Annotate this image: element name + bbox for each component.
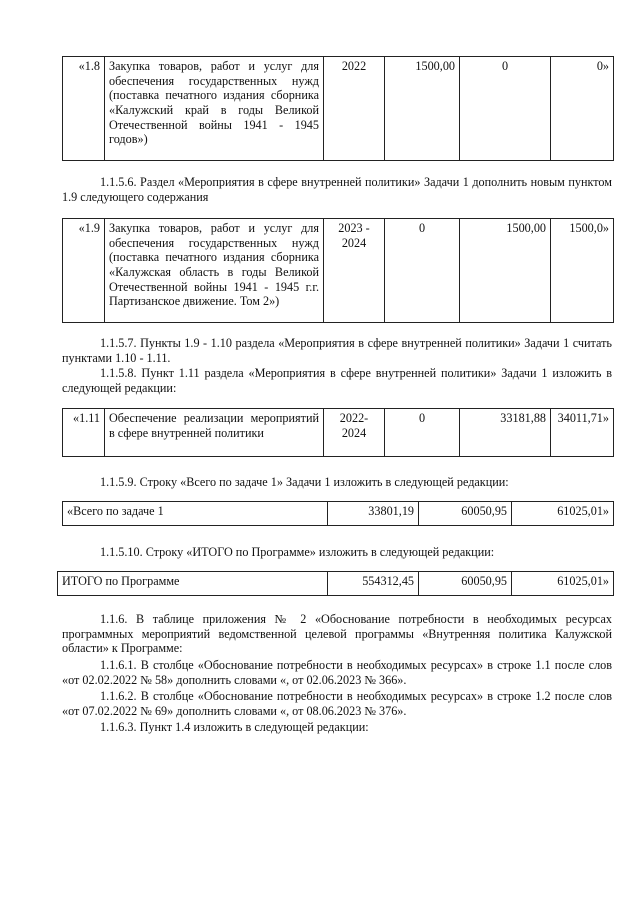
paragraph-1-1-6: 1.1.6. В таблице приложения № 2 «Обоснование потребности в необходимых ресурсах программных мероприятий ведомственной целевой программы «Внутренняя политика Калужской области» к Программе: <box>62 612 612 656</box>
row-value-3: 0» <box>551 57 614 161</box>
row-number: «1.8 <box>63 57 105 161</box>
paragraph-1-1-5-6: 1.1.5.6. Раздел «Мероприятия в сфере внутренней политики» Задачи 1 дополнить новым пунктом 1.9 следующего содержания <box>62 175 612 204</box>
total-program-value-3: 61025,01» <box>512 572 614 596</box>
paragraph-1-1-5-9: 1.1.5.9. Строку «Всего по задаче 1» Задачи 1 изложить в следующей редакции: <box>100 475 509 489</box>
paragraph-1-1-6-1: 1.1.6.1. В столбце «Обоснование потребности в необходимых ресурсах» в строке 1.1 после слов «от 02.02.2022 № 58» дополнить словами «, от 02.06.2023 № 366». <box>62 658 612 687</box>
paragraph-1-1-6-2: 1.1.6.2. В столбце «Обоснование потребности в необходимых ресурсах» в строке 1.2 после слов «от 07.02.2022 № 69» дополнить словами «, от 08.06.2023 № 376». <box>62 689 612 718</box>
total-program-label: ИТОГО по Программе <box>58 572 328 596</box>
row-year: 2022- 2024 <box>324 409 385 457</box>
paragraph-1-1-5-7: 1.1.5.7. Пункты 1.9 - 1.10 раздела «Мероприятия в сфере внутренней политики» Задачи 1 считать пунктами 1.10 - 1.11. <box>62 336 612 365</box>
row-value-1: 1500,00 <box>385 57 460 161</box>
paragraph-1-1-6-3: 1.1.6.3. Пункт 1.4 изложить в следующей редакции: <box>100 720 369 734</box>
total-task-value-2: 60050,95 <box>419 502 512 526</box>
row-value-3: 34011,71» <box>551 409 614 457</box>
row-value-1: 0 <box>385 409 460 457</box>
total-task-label: «Всего по задаче 1 <box>63 502 328 526</box>
total-task-value-3: 61025,01» <box>512 502 614 526</box>
row-value-1: 0 <box>385 219 460 323</box>
row-value-2: 0 <box>460 57 551 161</box>
row-value-2: 33181,88 <box>460 409 551 457</box>
row-number: «1.11 <box>63 409 105 457</box>
table-row-1-9 <box>62 218 614 323</box>
total-program-value-1: 554312,45 <box>328 572 419 596</box>
table-total-program <box>57 571 614 596</box>
table-total-task <box>62 501 614 526</box>
row-number: «1.9 <box>63 219 105 323</box>
row-value-2: 1500,00 <box>460 219 551 323</box>
total-program-value-2: 60050,95 <box>419 572 512 596</box>
row-description: Закупка товаров, работ и услуг для обеспечения государственных нужд (поставка печатного издания сборника «Калужская область в годы Великой Отечественной войны 1941 - 1945 г.г. Партизанское движение. Том 2») <box>105 219 324 323</box>
row-description: Закупка товаров, работ и услуг для обеспечения государственных нужд (поставка печатного издания сборника «Калужский край в годы Великой Отечественной войны 1941 - 1945 годов») <box>105 57 324 161</box>
table-row-1-11 <box>62 408 614 457</box>
row-year: 2022 <box>324 57 385 161</box>
row-year: 2023 - 2024 <box>324 219 385 323</box>
row-value-3: 1500,0» <box>551 219 614 323</box>
table-row-1-8 <box>62 56 614 161</box>
paragraph-1-1-5-10: 1.1.5.10. Строку «ИТОГО по Программе» изложить в следующей редакции: <box>100 545 495 559</box>
row-description: Обеспечение реализации мероприятий в сфере внутренней политики <box>105 409 324 457</box>
total-task-value-1: 33801,19 <box>328 502 419 526</box>
paragraph-1-1-5-8: 1.1.5.8. Пункт 1.11 раздела «Мероприятия в сфере внутренней политики» Задачи 1 изложить в следующей редакции: <box>62 366 612 395</box>
